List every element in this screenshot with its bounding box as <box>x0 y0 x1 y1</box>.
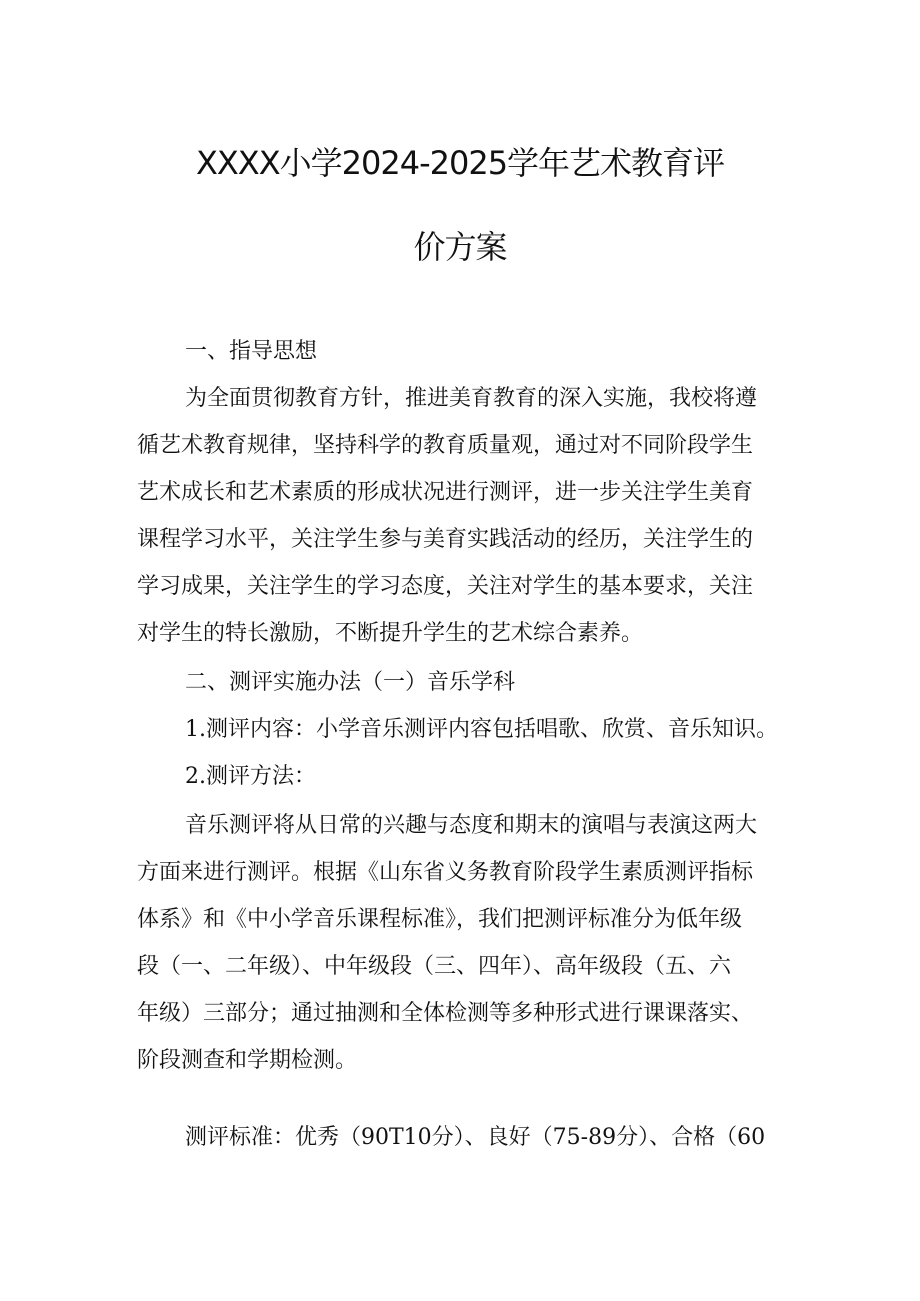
paragraph-line: 方面来进行测评。根据《山东省义务教育阶段学生素质测评指标 <box>137 860 754 885</box>
section-heading-guiding-ideology: 一、指导思想 <box>185 339 318 364</box>
list-item-test-method: 2.测评方法： <box>185 764 316 789</box>
paragraph-line: 阶段测查和学期检测。 <box>137 1048 358 1073</box>
evaluation-standard-line: 测评标准：优秀（90T10分）、良好（75-89分）、合格（60 <box>185 1125 766 1150</box>
paragraph-line: 体系》和《中小学音乐课程标准》，我们把测评标准分为低年级 <box>137 907 743 932</box>
document-title-line-2: 价方案 <box>413 228 507 266</box>
paragraph-line: 艺术成长和艺术素质的形成状况进行测评，进一步关注学生美育 <box>137 480 754 505</box>
paragraph-line: 学习成果，关注学生的学习态度，关注对学生的基本要求，关注 <box>137 574 754 599</box>
list-item-test-content: 1.测评内容：小学音乐测评内容包括唱歌、欣赏、音乐知识。 <box>185 717 778 742</box>
paragraph-line: 课程学习水平，关注学生参与美育实践活动的经历，关注学生的 <box>137 527 754 552</box>
paragraph-line: 音乐测评将从日常的兴趣与态度和期末的演唱与表演这两大 <box>185 813 758 838</box>
section-heading-implementation: 二、测评实施办法（一）音乐学科 <box>185 670 516 695</box>
document-title-line-1: XXXX小学2024-2025学年艺术教育评 <box>195 144 725 182</box>
paragraph-line: 为全面贯彻教育方针，推进美育教育的深入实施，我校将遵 <box>185 386 758 411</box>
paragraph-line: 年级）三部分；通过抽测和全体检测等多种形式进行课课落实、 <box>137 1001 754 1026</box>
paragraph-line: 对学生的特长激励，不断提升学生的艺术综合素养。 <box>137 621 644 646</box>
paragraph-line: 段（一、二年级）、中年级段（三、四年）、高年级段（五、六 <box>137 954 732 979</box>
paragraph-line: 循艺术教育规律，坚持科学的教育质量观，通过对不同阶段学生 <box>137 433 754 458</box>
